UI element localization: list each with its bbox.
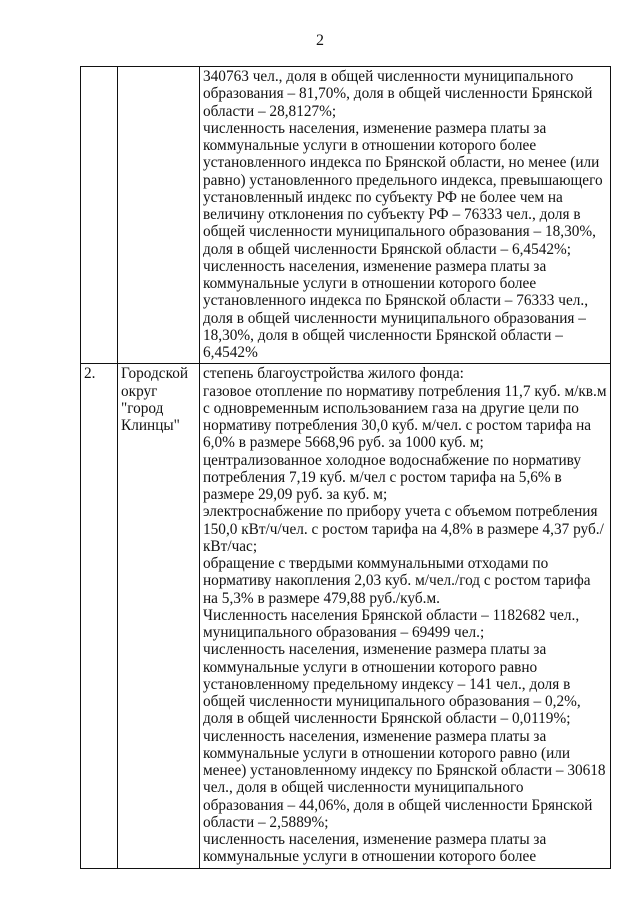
row-number-cell xyxy=(81,67,118,364)
indicator-text: централизованное холодное водоснабжение по нормативу потребления 7,19 куб. м/чел с ростом тарифа на 5,6% в размере 29,09 руб. за куб. м; xyxy=(203,451,581,503)
municipality-name-line: Клинцы" xyxy=(121,417,180,434)
municipality-name-cell xyxy=(118,364,200,868)
indicators-cell xyxy=(200,364,611,868)
municipality-name-line: Городской xyxy=(121,365,189,383)
table-row xyxy=(81,67,611,364)
row-number-cell: 2. xyxy=(81,364,118,868)
page-number: 2 xyxy=(316,32,324,49)
indicator-text: газовое отопление по нормативу потребления 11,7 куб. м/кв.м с одновременным использованием газа на другие цели по нормативу потребления 30,0 куб. м/чел. с ростом тарифа на 6,0% в размере 5668,96 руб. за 1000 куб. м; xyxy=(203,382,607,452)
indicator-text: 340763 чел., доля в общей численности муниципального образования – 81,70%, доля в общей численности Брянской области – 28,8127%; xyxy=(203,68,593,120)
indicator-text: численность населения, изменение размера платы за коммунальные услуги в отношении которого более xyxy=(203,831,547,866)
indicator-text: численность населения, изменение размера платы за коммунальные услуги в отношении которого более установленного индекса по Брянской области – 76333 чел., доля в общей численности муниципального образования – 18,30%, доля в общей численности Брянской области – 6,4542% xyxy=(203,257,589,361)
indicators-cell xyxy=(200,67,611,364)
indicator-text: численность населения, изменение размера платы за коммунальные услуги в отношении которого равно установленному предельному индексу – 141 чел., доля в общей численности муниципального образования – 0,2%, доля в общей численности Брянской области – 0,0119%; xyxy=(203,641,581,728)
indicator-text: обращение с твердыми коммунальными отходами по нормативу накопления 2,03 куб. м/чел./год с ростом тарифа на 5,3% в размере 479,88 руб./куб.м. xyxy=(203,555,591,607)
municipality-name-cell xyxy=(118,67,200,364)
indicator-text: численность населения, изменение размера платы за коммунальные услуги в отношении которого равно (или менее) установленному индексу по Брянской области – 30618 чел., доля в общей численности муниципального образования – 44,06%, доля в общей численности Брянской области – 2,5889%; xyxy=(203,727,606,831)
indicator-text: степень благоустройства жилого фонда: xyxy=(203,365,464,383)
municipality-name-line: округ xyxy=(121,382,158,400)
table-row xyxy=(81,364,611,868)
indicator-text: Численность населения Брянской области – 1182682 чел., муниципального образования – 69499 чел.; xyxy=(203,606,580,641)
municipal-tariff-table xyxy=(80,66,611,869)
indicator-text: численность населения, изменение размера платы за коммунальные услуги в отношении которого более установленного индекса по Брянской области, но менее (или равно) установленного предельного индекса, превышающего установленный индекс по субъекту РФ не более чем на величину отклонения по субъекту РФ – 76333 чел., доля в общей численности муниципального образования – 18,30%, доля в общей численности Брянской области – 6,4542%; xyxy=(203,119,603,258)
indicator-text: электроснабжение по прибору учета с объемом потребления 150,0 кВт/ч/чел. с ростом тарифа на 4,8% в размере 4,37 руб./кВт/час; xyxy=(203,503,604,555)
municipality-name-line: "город xyxy=(121,399,164,417)
